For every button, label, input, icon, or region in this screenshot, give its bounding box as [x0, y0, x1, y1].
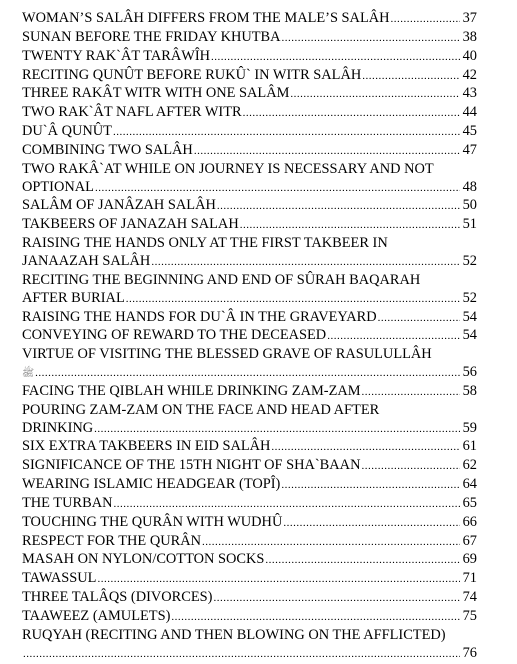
toc-entry-title-line: THE TURBAN [22, 494, 113, 511]
toc-entry[interactable] [22, 197, 477, 216]
toc-entry-title-line: TOUCHING THE QURÂN WITH WUDHÛ [22, 513, 283, 530]
toc-entry-title-line: VIRTUE OF VISITING THE BLESSED GRAVE OF RASULULLÂH [22, 346, 432, 363]
dot-leader [378, 310, 460, 328]
toc-entry-row [22, 290, 477, 309]
toc-entry[interactable] [22, 123, 477, 142]
toc-entry[interactable] [22, 570, 477, 589]
toc-entry-title-line: TWENTY RAK`ÂT TARÂWÎH [22, 47, 211, 64]
toc-entry-row [22, 179, 477, 198]
toc-entry-row [22, 551, 477, 570]
dot-leader [211, 49, 460, 67]
toc-entry-title-line: DRINKING [22, 419, 94, 436]
toc-entry-row [22, 589, 477, 608]
page-number: 62 [462, 457, 477, 474]
page-number: 45 [462, 123, 477, 140]
toc-entry[interactable] [22, 383, 477, 402]
dot-leader [361, 458, 460, 476]
toc-entry-title-line: RAISING THE HANDS FOR DU`Â IN THE GRAVEYARD [22, 308, 377, 325]
toc-entry-row [22, 608, 477, 627]
toc-entry-title-line: TWO RAK`ÂT NAFL AFTER WITR [22, 104, 242, 121]
toc-entry-title-line: THREE RAKÂT WITR WITH ONE SALÂM [22, 85, 290, 102]
toc-entry-title-line: OPTIONAL [22, 178, 94, 195]
toc-entry-title-line: RESPECT FOR THE QURÂN [22, 532, 201, 549]
dot-leader [391, 11, 460, 29]
dot-leader [281, 477, 460, 495]
toc-entry-row [22, 533, 477, 552]
dot-leader [126, 291, 460, 309]
toc-entry-title-line: POURING ZAM-ZAM ON THE FACE AND HEAD AFTER [22, 401, 380, 418]
page-number: 69 [462, 551, 477, 568]
toc-entry-title-line: RUQYAH (RECITING AND THEN BLOWING ON THE AFFLICTED) [22, 626, 446, 643]
page-number: 44 [462, 104, 477, 121]
page-number: 59 [462, 419, 477, 436]
toc-entry[interactable] [22, 457, 477, 476]
toc-entry[interactable] [22, 533, 477, 552]
page-number: 50 [462, 197, 477, 214]
toc-entry-title-line: RECITING QUNÛT BEFORE RUKÛ` IN WITR SALÂH [22, 66, 362, 83]
toc-entry[interactable] [22, 309, 477, 328]
page-number: 66 [462, 513, 477, 530]
toc-entry-title-line: TAAWEEZ (AMULETS) [22, 608, 171, 624]
toc-entry[interactable] [22, 10, 477, 29]
dot-leader [94, 421, 460, 439]
dot-leader [35, 365, 460, 383]
toc-entry-title-line: SUNAN BEFORE THE FRIDAY KHUTBA [22, 28, 281, 45]
toc-entry[interactable] [22, 216, 477, 235]
toc-entry[interactable] [22, 438, 477, 457]
dot-leader [171, 609, 460, 627]
dot-leader [282, 30, 460, 48]
toc-entry[interactable] [22, 627, 477, 664]
toc-entry[interactable] [22, 104, 477, 123]
toc-entry-title-line: WEARING ISLAMIC HEADGEAR (TOPÎ) [22, 476, 281, 493]
toc-entry-row [22, 67, 477, 86]
toc-entry[interactable] [22, 346, 477, 383]
page-number: 42 [462, 66, 477, 83]
toc-entry-title-line: RECITING THE BEGINNING AND END OF SÛRAH BAQARAH [22, 271, 421, 288]
toc-entry[interactable] [22, 327, 477, 346]
dot-leader [202, 534, 460, 552]
toc-entry-row [22, 514, 477, 533]
toc-entry[interactable] [22, 402, 477, 439]
toc-entry[interactable] [22, 476, 477, 495]
salutation-symbol: ﷺ [22, 368, 35, 380]
toc-entry-row [22, 104, 477, 123]
page-number: 74 [462, 589, 477, 606]
page-number: 37 [462, 10, 477, 26]
dot-leader [327, 328, 460, 346]
toc-entry-row [22, 123, 477, 142]
toc-entry[interactable] [22, 85, 477, 104]
page-number: 75 [462, 608, 477, 624]
page-number: 64 [462, 476, 477, 493]
dot-leader [95, 180, 460, 198]
page-number: 76 [462, 644, 477, 661]
toc-entry[interactable] [22, 142, 477, 161]
page-number: 54 [462, 327, 477, 344]
toc-entry[interactable] [22, 67, 477, 86]
toc-entry-title-line: JANAAZAH SALÂH [22, 252, 151, 269]
page-number: 65 [462, 494, 477, 511]
toc-entry[interactable] [22, 29, 477, 48]
toc-entry-row [22, 495, 477, 514]
toc-entry-row [22, 10, 477, 29]
toc-entry-title-line: COMBINING TWO SALÂH [22, 141, 193, 158]
toc-entry-title-line: TWO RAKÂ`AT WHILE ON JOURNEY IS NECESSARY AND NOT [22, 160, 434, 177]
dot-leader [217, 198, 460, 216]
toc-entry-title-line: TAKBEERS OF JANAZAH SALAH [22, 216, 239, 233]
page-number: 48 [462, 178, 477, 195]
toc-entry[interactable] [22, 161, 477, 198]
dot-leader [265, 552, 460, 570]
toc-entry-title-line: AFTER BURIAL [22, 289, 125, 306]
page-number: 52 [462, 252, 477, 269]
toc-entry-title-line: RAISING THE HANDS ONLY AT THE FIRST TAKBEER IN [22, 235, 388, 252]
toc-entry-title-line: TAWASSUL [22, 570, 97, 587]
page-number: 58 [462, 382, 477, 399]
page-number: 61 [462, 438, 477, 455]
page-number: 51 [462, 216, 477, 233]
toc-entry-title-line: DU`Â QUNÛT [22, 123, 112, 140]
toc-entry[interactable] [22, 589, 477, 608]
dot-leader [113, 496, 460, 514]
page-number: 71 [462, 570, 477, 587]
dot-leader [240, 217, 460, 235]
toc-entry-row [22, 327, 477, 346]
toc-entry[interactable] [22, 551, 477, 570]
toc-entry[interactable] [22, 48, 477, 67]
page-number: 56 [462, 364, 477, 381]
toc-entry-title-line: SIX EXTRA TAKBEERS IN EID SALÂH [22, 438, 271, 455]
toc-entry-row [22, 645, 477, 664]
dot-leader [271, 439, 460, 457]
toc-entry-title-line: MASAH ON NYLON/COTTON SOCKS [22, 551, 265, 568]
toc-entry-title-line: SALÂM OF JANÂZAH SALÂH [22, 197, 216, 214]
page-number: 38 [462, 28, 477, 45]
toc-entry-row [22, 420, 477, 439]
toc-entry-row [22, 570, 477, 589]
dot-leader [194, 143, 460, 161]
page-number: 47 [462, 141, 477, 158]
toc-entry-row [22, 364, 477, 383]
toc-entry-title-line: THREE TALÂQS (DIVORCES) [22, 589, 213, 606]
toc-entry[interactable] [22, 608, 477, 627]
dot-leader [151, 254, 460, 272]
toc-entry[interactable] [22, 495, 477, 514]
dot-leader [283, 515, 460, 533]
toc-entry-row [22, 48, 477, 67]
dot-leader [243, 105, 460, 123]
toc-entry-row [22, 476, 477, 495]
toc-entry-title-line: SIGNIFICANCE OF THE 15TH NIGHT OF SHA`BAAN [22, 457, 361, 474]
toc-entry-title-line: FACING THE QIBLAH WHILE DRINKING ZAM-ZAM [22, 382, 361, 399]
dot-leader [113, 124, 460, 142]
dot-leader [213, 590, 460, 608]
toc-entry-row [22, 383, 477, 402]
toc-entry-row [22, 309, 477, 328]
dot-leader [362, 68, 460, 86]
toc-entry[interactable] [22, 272, 477, 309]
dot-leader [362, 384, 460, 402]
toc-entry-row [22, 142, 477, 161]
dot-leader [290, 86, 460, 104]
toc-entry-row [22, 197, 477, 216]
toc-entry-row [22, 457, 477, 476]
page-number: 54 [462, 308, 477, 325]
toc-entry[interactable] [22, 514, 477, 533]
table-of-contents [22, 10, 477, 664]
page-number: 52 [462, 289, 477, 306]
toc-entry-row [22, 253, 477, 272]
page-number: 43 [462, 85, 477, 102]
toc-entry-row [22, 216, 477, 235]
dot-leader [97, 571, 460, 589]
toc-entry-title-line: WOMAN’S SALÂH DIFFERS FROM THE MALE’S SALÂH [22, 10, 390, 26]
toc-entry-row [22, 85, 477, 104]
toc-entry-title-line: CONVEYING OF REWARD TO THE DECEASED [22, 327, 327, 344]
toc-entry-row [22, 29, 477, 48]
page-number: 67 [462, 532, 477, 549]
page-number: 40 [462, 47, 477, 64]
toc-entry-row [22, 438, 477, 457]
toc-entry[interactable] [22, 235, 477, 272]
